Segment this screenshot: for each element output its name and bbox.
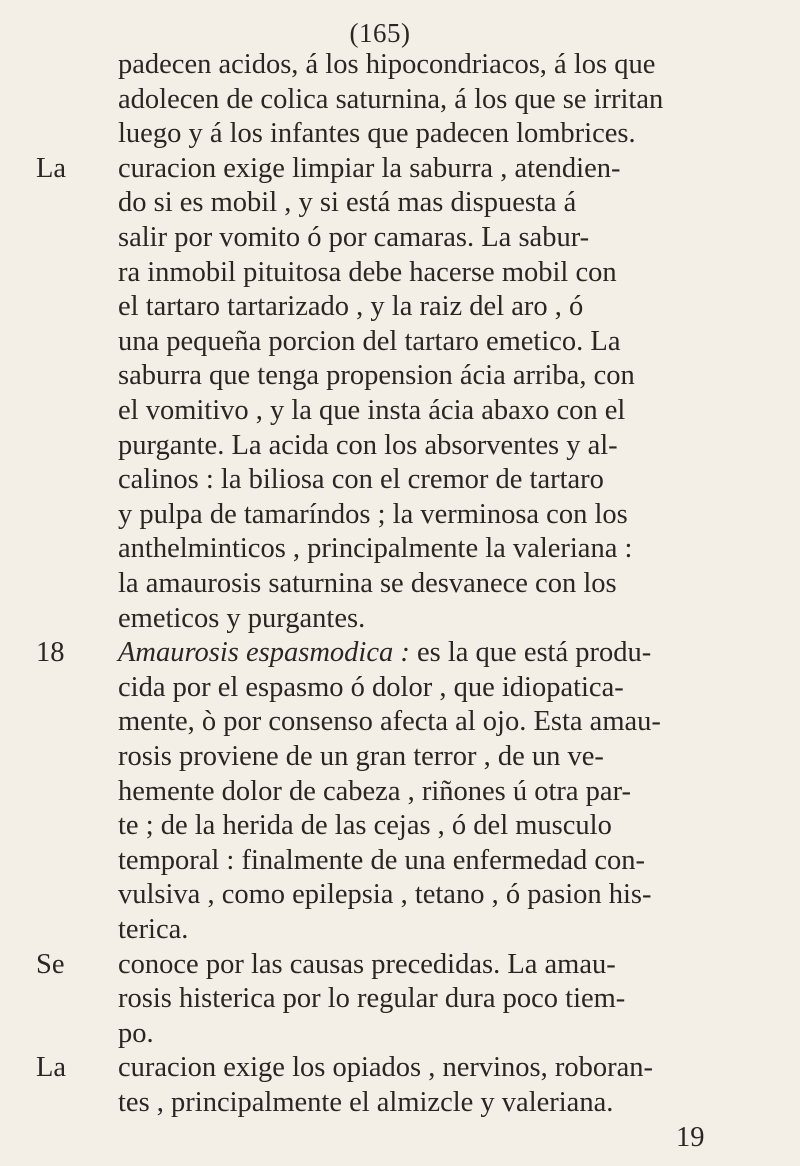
text-line: emeticos y purgantes. bbox=[118, 602, 366, 634]
section-heading: Amaurosis espasmodica : bbox=[118, 637, 410, 669]
text-line: salir por vomito ó por camaras. La sabur- bbox=[118, 222, 590, 253]
catchword: 19 bbox=[676, 1121, 705, 1153]
page-number: (165) bbox=[349, 18, 411, 48]
text-line: rosis histerica por lo regular dura poco tiem- bbox=[118, 983, 626, 1015]
text-line: tes , principalmente el almizcle y valeriana. bbox=[118, 1087, 614, 1118]
text-line: ra inmobil pituitosa debe hacerse mobil con bbox=[118, 256, 617, 288]
text-line: rosis proviene de un gran terror , de un ve- bbox=[118, 741, 604, 772]
text-line: cida por el espasmo ó dolor , que idiopatica- bbox=[118, 671, 624, 703]
text-line: curacion exige limpiar la saburra , atendien- bbox=[118, 152, 621, 184]
text-line: adolecen de colica saturnina, á los que se irritan bbox=[118, 83, 664, 115]
margin-word: La bbox=[36, 152, 67, 184]
text-line: anthelminticos , principalmente la valeriana : bbox=[118, 533, 633, 565]
text-line: saburra que tenga propension ácia arriba, con bbox=[118, 360, 635, 392]
text-line: mente, ò por consenso afecta al ojo. Esta amau- bbox=[118, 706, 661, 738]
text-line: do si es mobil , y si está mas dispuesta á bbox=[118, 187, 577, 219]
text-line: terica. bbox=[118, 914, 189, 945]
text-line: purgante. La acida con los absorventes y al- bbox=[118, 429, 618, 461]
text-line-remainder: es la que está produ- bbox=[416, 637, 652, 669]
text-line: una pequeña porcion del tartaro emetico. La bbox=[118, 325, 621, 357]
text-line: luego y á los infantes que padecen lombrices. bbox=[118, 118, 636, 150]
text-line: y pulpa de tamaríndos ; la verminosa con los bbox=[118, 498, 628, 530]
text-line: el vomitivo , y la que insta ácia abaxo con el bbox=[118, 395, 626, 426]
text-line: la amaurosis saturnina se desvanece con los bbox=[118, 568, 617, 599]
margin-number: 18 bbox=[36, 637, 65, 669]
text-line: el tartaro tartarizado , y la raiz del aro , ó bbox=[118, 291, 584, 323]
text-line: po. bbox=[118, 1017, 154, 1049]
text-line: temporal : finalmente de una enfermedad con- bbox=[118, 844, 646, 876]
margin-word: Se bbox=[36, 948, 65, 980]
text-line: padecen acidos, á los hipocondriacos, á los que bbox=[118, 49, 656, 80]
text-line: calinos : la biliosa con el cremor de tartaro bbox=[118, 464, 604, 496]
text-line bbox=[118, 636, 651, 671]
text-line: conoce por las causas precedidas. La amau- bbox=[118, 948, 616, 980]
margin-word: La bbox=[36, 1052, 67, 1084]
text-line: vulsiva , como epilepsia , tetano , ó pasion his- bbox=[118, 879, 652, 911]
text-line: hemente dolor de cabeza , riñones ú otra par- bbox=[118, 775, 631, 807]
text-line: te ; de la herida de las cejas , ó del musculo bbox=[118, 810, 612, 842]
text-line: curacion exige los opiados , nervinos, roboran- bbox=[118, 1052, 654, 1084]
